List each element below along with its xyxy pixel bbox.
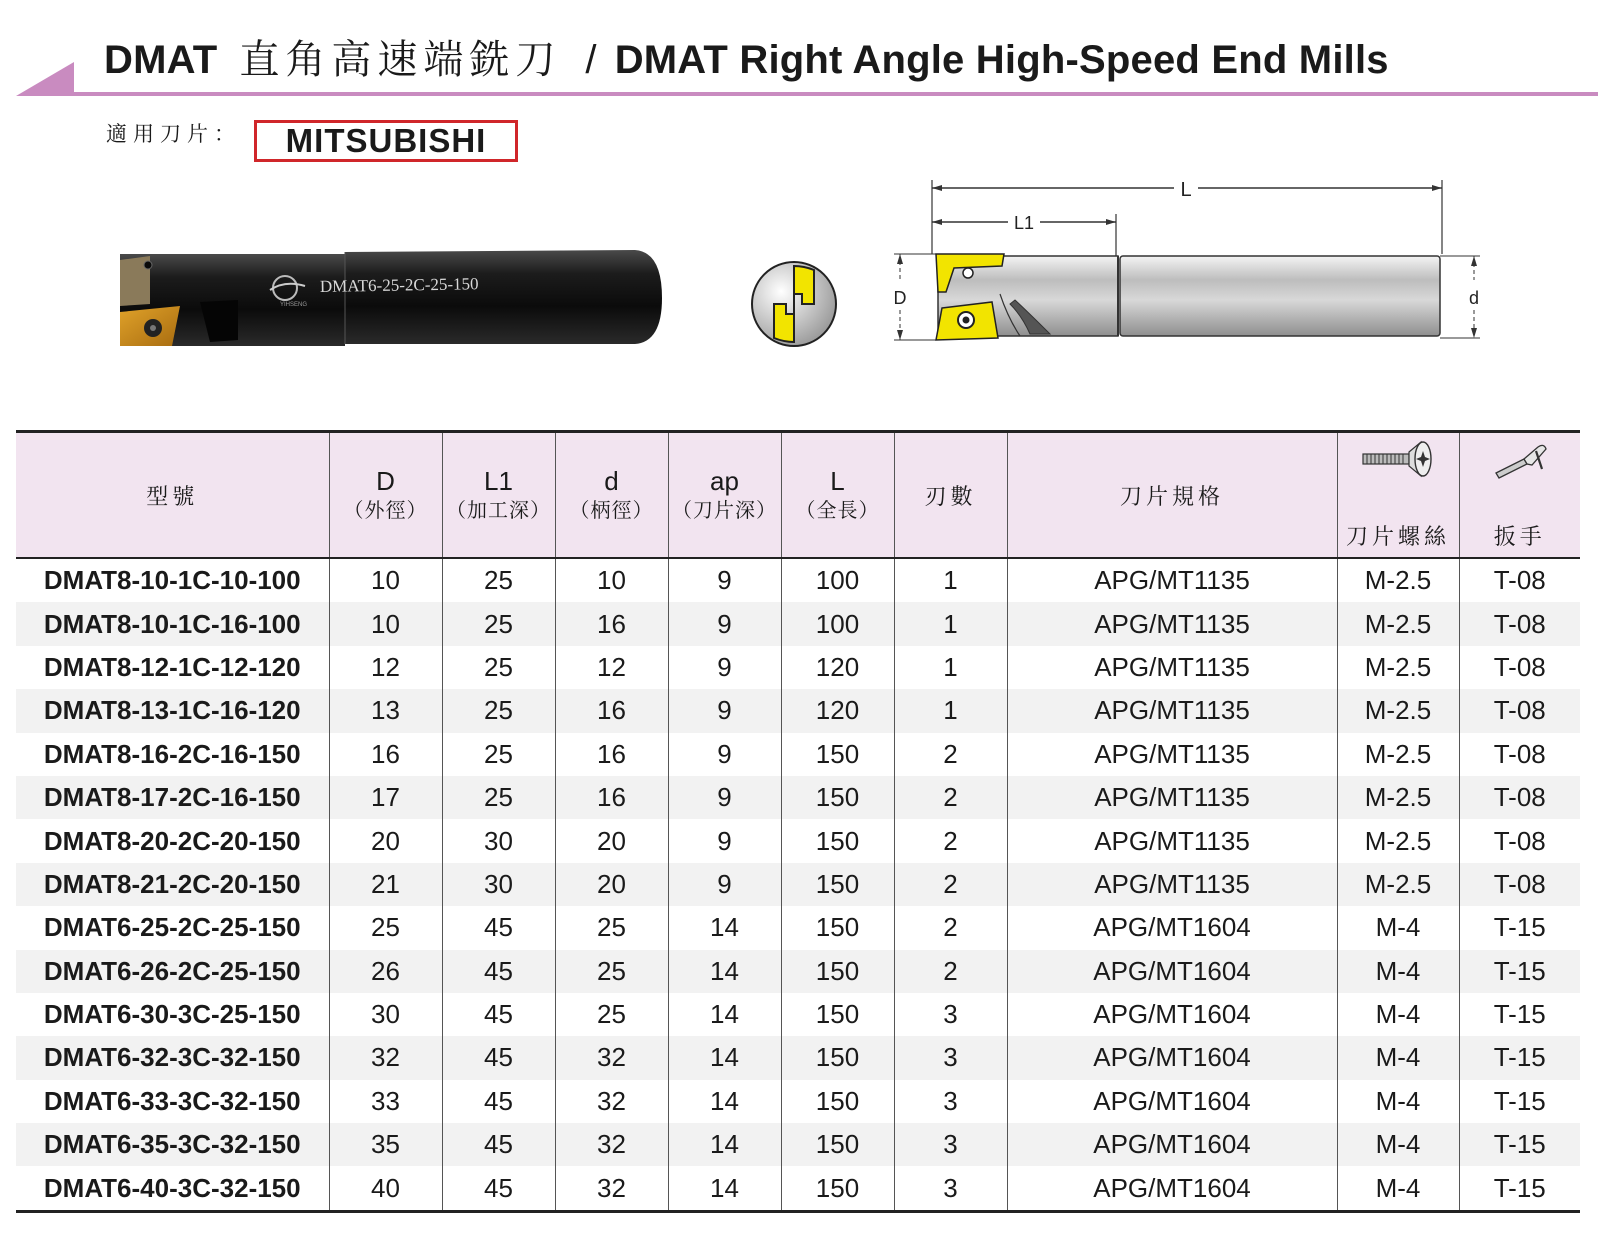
col-header-ap-label: ap bbox=[710, 466, 739, 496]
dimension-diagram bbox=[880, 170, 1490, 360]
cell-ap: 14 bbox=[668, 1166, 781, 1211]
cell-flutes: 3 bbox=[894, 993, 1007, 1036]
cell-L: 150 bbox=[781, 1123, 894, 1166]
cell-insert-spec: APG/MT1135 bbox=[1007, 776, 1337, 819]
table-row bbox=[16, 646, 1580, 689]
spec-table bbox=[16, 430, 1580, 1213]
cell-insert-spec: APG/MT1135 bbox=[1007, 558, 1337, 602]
brand-name: MITSUBISHI bbox=[285, 122, 487, 159]
cell-insert-spec: APG/MT1135 bbox=[1007, 733, 1337, 776]
cell-wrench: T-15 bbox=[1459, 950, 1580, 993]
cell-model: DMAT6-40-3C-32-150 bbox=[16, 1166, 329, 1211]
cell-D: 35 bbox=[329, 1123, 442, 1166]
cell-screw: M-2.5 bbox=[1337, 776, 1459, 819]
col-header-L1-label: L1 bbox=[484, 466, 513, 496]
cell-wrench: T-08 bbox=[1459, 602, 1580, 645]
cell-wrench: T-08 bbox=[1493, 651, 1546, 682]
table-row bbox=[16, 950, 1580, 993]
cell-model: DMAT6-25-2C-25-150 bbox=[16, 906, 329, 949]
cell-L1: 45 bbox=[442, 1166, 555, 1211]
cell-model: DMAT6-30-3C-25-150 bbox=[16, 993, 329, 1036]
tool-engraving: DMAT6-25-2C-25-150 bbox=[319, 274, 479, 296]
cell-L1: 25 bbox=[442, 558, 555, 602]
cell-L: 150 bbox=[781, 819, 894, 862]
cell-screw: M-2.5 bbox=[1337, 602, 1459, 645]
col-header-L bbox=[781, 432, 894, 559]
cell-insert-spec: APG/MT1604 bbox=[1007, 1036, 1337, 1079]
cell-flutes: 2 bbox=[894, 733, 1007, 776]
cell-L: 150 bbox=[781, 950, 894, 993]
cell-d: 16 bbox=[555, 733, 668, 776]
cell-wrench: T-08 bbox=[1459, 863, 1580, 906]
cell-model: DMAT8-10-1C-16-100 bbox=[16, 602, 329, 645]
cell-d: 25 bbox=[555, 993, 668, 1036]
cell-model: DMAT8-17-2C-16-150 bbox=[16, 776, 329, 819]
cell-L1: 30 bbox=[442, 863, 555, 906]
table-row bbox=[16, 906, 1580, 949]
cell-flutes: 2 bbox=[894, 819, 1007, 862]
col-header-ap-sub: （刀片深） bbox=[672, 498, 777, 522]
cell-d: 25 bbox=[555, 950, 668, 993]
cell-L1: 25 bbox=[442, 733, 555, 776]
cell-d: 32 bbox=[555, 1123, 668, 1166]
cell-flutes: 1 bbox=[894, 689, 1007, 732]
cell-L: 150 bbox=[781, 1080, 894, 1123]
cell-wrench: T-15 bbox=[1459, 1123, 1580, 1166]
cell-L1: 45 bbox=[442, 1123, 555, 1166]
cell-L1: 45 bbox=[442, 906, 555, 949]
cell-screw: M-4 bbox=[1337, 1166, 1459, 1211]
table-row bbox=[16, 733, 1580, 776]
title-code: DMAT bbox=[104, 38, 218, 82]
tool-photo bbox=[110, 240, 680, 360]
cell-ap: 14 bbox=[668, 950, 781, 993]
cell-wrench: T-08 bbox=[1459, 689, 1580, 732]
cell-D: 25 bbox=[329, 906, 442, 949]
table-row bbox=[16, 689, 1580, 732]
cell-d: 10 bbox=[555, 558, 668, 602]
cell-L: 120 bbox=[781, 646, 894, 689]
cell-ap: 9 bbox=[668, 689, 781, 732]
col-header-ap bbox=[668, 432, 781, 559]
col-header-flutes-label: 刃數 bbox=[924, 484, 977, 510]
col-header-screw bbox=[1337, 432, 1459, 559]
cell-L1: 45 bbox=[442, 950, 555, 993]
cell-D: 32 bbox=[329, 1036, 442, 1079]
cell-flutes: 3 bbox=[894, 1166, 1007, 1211]
cell-L: 100 bbox=[781, 602, 894, 645]
cell-L1: 45 bbox=[442, 1036, 555, 1079]
cell-flutes: 1 bbox=[894, 646, 1007, 689]
cell-wrench: T-15 bbox=[1493, 1085, 1546, 1116]
table-row bbox=[16, 819, 1580, 862]
cell-ap: 14 bbox=[668, 1036, 781, 1079]
label-L1: L1 bbox=[1013, 213, 1035, 233]
col-header-d-label: d bbox=[604, 466, 619, 496]
cell-L: 150 bbox=[781, 1036, 894, 1079]
cell-L1: 45 bbox=[442, 1080, 555, 1123]
wrench-icon bbox=[1490, 439, 1550, 481]
cell-model: DMAT8-13-1C-16-120 bbox=[16, 689, 329, 732]
cell-ap: 9 bbox=[668, 646, 781, 689]
page-header bbox=[16, 0, 1580, 98]
col-header-D-sub: （外徑） bbox=[343, 498, 428, 522]
cell-ap: 14 bbox=[668, 1080, 781, 1123]
cell-d: 20 bbox=[555, 819, 668, 862]
table-header-row bbox=[16, 432, 1580, 559]
cell-screw: M-4 bbox=[1337, 1036, 1459, 1079]
cell-ap: 14 bbox=[668, 906, 781, 949]
logo-text: YIHSENG bbox=[280, 302, 308, 308]
cell-flutes: 2 bbox=[894, 950, 1007, 993]
cell-L1: 25 bbox=[442, 602, 555, 645]
cell-screw: M-4 bbox=[1337, 906, 1459, 949]
cell-screw: M-4 bbox=[1337, 1080, 1459, 1123]
cell-flutes: 1 bbox=[894, 558, 1007, 602]
cell-ap: 14 bbox=[668, 1123, 781, 1166]
cell-wrench: T-15 bbox=[1459, 1166, 1580, 1211]
cell-ap: 9 bbox=[668, 819, 781, 862]
col-header-D-label: D bbox=[376, 466, 395, 496]
col-header-model bbox=[16, 432, 329, 559]
cell-d: 20 bbox=[555, 863, 668, 906]
table-row bbox=[16, 993, 1580, 1036]
cell-wrench: T-08 bbox=[1493, 565, 1546, 596]
cell-model: DMAT6-26-2C-25-150 bbox=[16, 950, 329, 993]
cell-flutes: 3 bbox=[894, 1080, 1007, 1123]
cell-L: 120 bbox=[781, 689, 894, 732]
cell-flutes: 3 bbox=[894, 1036, 1007, 1079]
cell-model: DMAT6-33-3C-32-150 bbox=[16, 1080, 329, 1123]
cell-D: 12 bbox=[329, 646, 442, 689]
cell-L: 150 bbox=[781, 776, 894, 819]
col-header-d bbox=[555, 432, 668, 559]
col-header-L-label: L bbox=[830, 466, 845, 496]
cell-d: 16 bbox=[555, 689, 668, 732]
cell-L: 150 bbox=[781, 906, 894, 949]
cell-ap: 14 bbox=[668, 993, 781, 1036]
col-header-d-sub: （柄徑） bbox=[569, 498, 654, 522]
cell-insert-spec: APG/MT1604 bbox=[1007, 950, 1337, 993]
cell-insert-spec: APG/MT1135 bbox=[1007, 819, 1337, 862]
cell-L: 100 bbox=[781, 558, 894, 602]
cell-L: 150 bbox=[781, 733, 894, 776]
cell-model: DMAT8-21-2C-20-150 bbox=[16, 863, 329, 906]
cell-insert-spec: APG/MT1135 bbox=[1007, 689, 1337, 732]
cell-wrench: T-08 bbox=[1459, 776, 1580, 819]
cell-L: 150 bbox=[781, 1166, 894, 1211]
cell-L1: 25 bbox=[442, 689, 555, 732]
cell-model: DMAT8-20-2C-20-150 bbox=[16, 819, 329, 862]
cell-D: 10 bbox=[329, 558, 442, 602]
cell-screw: M-4 bbox=[1337, 1123, 1459, 1166]
cell-D: 21 bbox=[329, 863, 442, 906]
header-underline bbox=[74, 92, 1598, 96]
cell-d: 16 bbox=[555, 602, 668, 645]
col-header-insert-spec bbox=[1007, 432, 1337, 559]
table-row bbox=[16, 1123, 1580, 1166]
cell-L1: 45 bbox=[442, 993, 555, 1036]
cell-ap: 9 bbox=[668, 602, 781, 645]
cell-insert-spec: APG/MT1604 bbox=[1007, 993, 1337, 1036]
cell-D: 20 bbox=[329, 819, 442, 862]
table-row bbox=[16, 558, 1580, 602]
cell-L1: 25 bbox=[442, 776, 555, 819]
table-row bbox=[16, 1166, 1580, 1211]
table-row bbox=[16, 776, 1580, 819]
col-header-D bbox=[329, 432, 442, 559]
table-row bbox=[16, 1080, 1580, 1123]
cell-model: DMAT6-35-3C-32-150 bbox=[16, 1123, 329, 1166]
cell-screw: M-4 bbox=[1337, 993, 1459, 1036]
cell-insert-spec: APG/MT1604 bbox=[1007, 1166, 1337, 1211]
cell-ap: 9 bbox=[668, 733, 781, 776]
cell-D: 16 bbox=[329, 733, 442, 776]
cell-flutes: 3 bbox=[894, 1123, 1007, 1166]
label-d: d bbox=[1468, 288, 1480, 308]
col-header-L-sub: （全長） bbox=[795, 498, 880, 522]
cell-ap: 9 bbox=[668, 776, 781, 819]
col-header-wrench bbox=[1459, 432, 1580, 559]
title-separator: / bbox=[585, 38, 597, 82]
col-header-L1 bbox=[442, 432, 555, 559]
col-header-L1-sub: （加工深） bbox=[446, 498, 551, 522]
cell-D: 40 bbox=[329, 1166, 442, 1211]
table-row bbox=[16, 863, 1580, 906]
cell-d: 16 bbox=[555, 776, 668, 819]
col-header-insert-spec-label: 刀片規格 bbox=[1119, 484, 1224, 510]
cell-D: 30 bbox=[329, 993, 442, 1036]
title-chinese: 直角高速端銑刀 bbox=[239, 37, 562, 83]
cell-screw: M-2.5 bbox=[1337, 863, 1459, 906]
col-header-model-label: 型號 bbox=[146, 484, 199, 510]
cell-flutes: 1 bbox=[894, 602, 1007, 645]
insert-label: 適用刀片： bbox=[106, 122, 241, 146]
cell-wrench: T-08 bbox=[1493, 825, 1546, 856]
cell-insert-spec: APG/MT1135 bbox=[1007, 646, 1337, 689]
cell-model: DMAT8-12-1C-12-120 bbox=[16, 646, 329, 689]
cell-L: 150 bbox=[781, 993, 894, 1036]
cell-insert-spec: APG/MT1135 bbox=[1007, 863, 1337, 906]
cell-L1: 30 bbox=[442, 819, 555, 862]
cell-d: 25 bbox=[555, 906, 668, 949]
end-view-icon bbox=[748, 258, 840, 350]
cell-insert-spec: APG/MT1604 bbox=[1007, 906, 1337, 949]
cell-ap: 9 bbox=[668, 863, 781, 906]
cell-insert-spec: APG/MT1604 bbox=[1007, 1080, 1337, 1123]
cell-L1: 25 bbox=[442, 646, 555, 689]
cell-D: 13 bbox=[329, 689, 442, 732]
cell-D: 10 bbox=[329, 602, 442, 645]
cell-screw: M-2.5 bbox=[1337, 646, 1459, 689]
label-L: L bbox=[1180, 179, 1192, 201]
brand-badge bbox=[254, 120, 518, 162]
cell-wrench: T-15 bbox=[1493, 912, 1546, 943]
screw-icon bbox=[1361, 439, 1435, 479]
cell-flutes: 2 bbox=[894, 906, 1007, 949]
cell-screw: M-2.5 bbox=[1337, 819, 1459, 862]
cell-insert-spec: APG/MT1135 bbox=[1007, 602, 1337, 645]
table-row bbox=[16, 1036, 1580, 1079]
cell-flutes: 2 bbox=[894, 863, 1007, 906]
cell-wrench: T-15 bbox=[1459, 1036, 1580, 1079]
cell-d: 32 bbox=[555, 1036, 668, 1079]
cell-screw: M-2.5 bbox=[1337, 558, 1459, 602]
title-english: DMAT Right Angle High-Speed End Mills bbox=[614, 38, 1389, 82]
header-accent-triangle bbox=[16, 62, 74, 96]
page-title bbox=[104, 28, 1389, 85]
col-header-screw-label: 刀片螺絲 bbox=[1345, 525, 1450, 550]
col-header-flutes bbox=[894, 432, 1007, 559]
cell-insert-spec: APG/MT1604 bbox=[1007, 1123, 1337, 1166]
cell-L: 150 bbox=[781, 863, 894, 906]
cell-d: 32 bbox=[555, 1080, 668, 1123]
cell-D: 17 bbox=[329, 776, 442, 819]
cell-screw: M-4 bbox=[1337, 950, 1459, 993]
cell-flutes: 2 bbox=[894, 776, 1007, 819]
cell-screw: M-2.5 bbox=[1337, 689, 1459, 732]
table-row bbox=[16, 602, 1580, 645]
cell-d: 32 bbox=[555, 1166, 668, 1211]
cell-model: DMAT8-16-2C-16-150 bbox=[16, 733, 329, 776]
cell-model: DMAT8-10-1C-10-100 bbox=[16, 558, 329, 602]
cell-D: 26 bbox=[329, 950, 442, 993]
label-D: D bbox=[893, 288, 907, 308]
cell-screw: M-2.5 bbox=[1337, 733, 1459, 776]
cell-D: 33 bbox=[329, 1080, 442, 1123]
cell-model: DMAT6-32-3C-32-150 bbox=[16, 1036, 329, 1079]
col-header-wrench-label: 扳手 bbox=[1493, 525, 1546, 550]
cell-d: 12 bbox=[555, 646, 668, 689]
cell-ap: 9 bbox=[668, 558, 781, 602]
cell-wrench: T-08 bbox=[1493, 738, 1546, 769]
cell-wrench: T-15 bbox=[1493, 999, 1546, 1030]
